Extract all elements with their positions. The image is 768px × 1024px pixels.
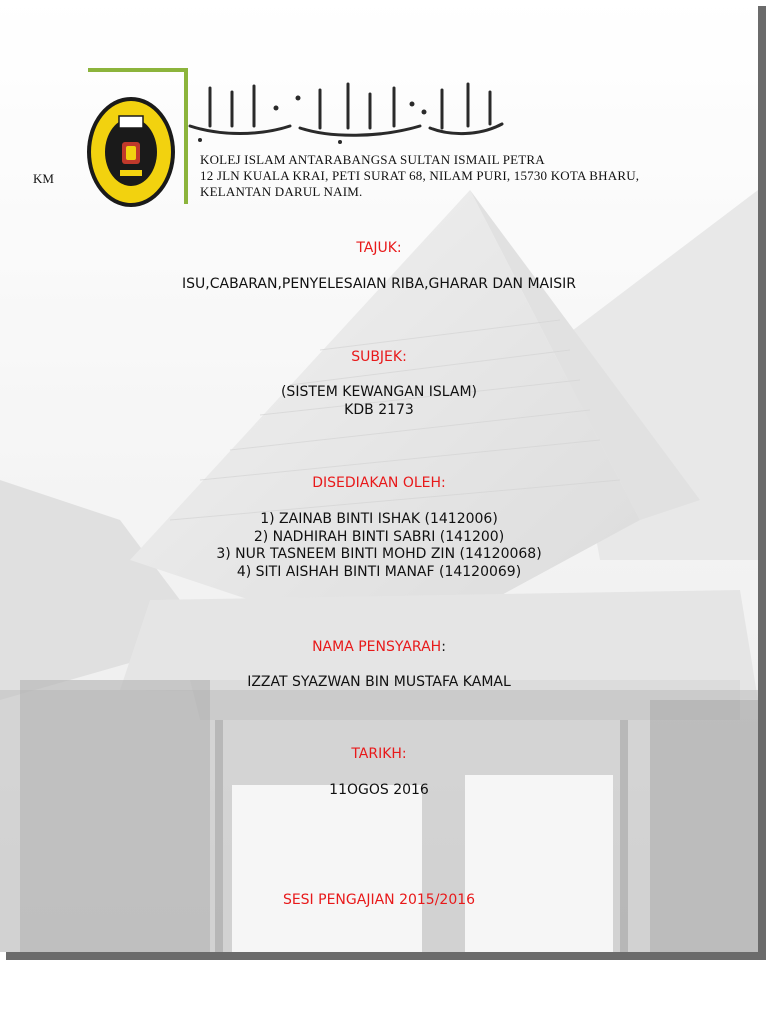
pensyarah-label: NAMA PENSYARAH <box>312 639 442 655</box>
page-shadow-right <box>758 6 766 960</box>
subjek-block <box>0 384 758 419</box>
subjek-line: (SISTEM KEWANGAN ISLAM) <box>280 384 478 400</box>
author-name: 1) ZAINAB BINTI ISHAK (1412006) <box>260 511 498 527</box>
author-name: 3) NUR TASNEEM BINTI MOHD ZIN (14120068) <box>216 546 542 562</box>
page-shadow-bottom <box>6 952 766 960</box>
tajuk-heading: TAJUK: <box>356 240 402 256</box>
date-value: 11OGOS 2016 <box>329 782 429 798</box>
college-logo <box>86 96 176 208</box>
disediakan-heading: DISEDIAKAN OLEH: <box>312 475 446 491</box>
tajuk-title: ISU,CABARAN,PENYELESAIAN RIBA,GHARAR DAN MAISIR <box>182 276 576 292</box>
green-frame-top <box>88 68 188 72</box>
address-line: KOLEJ ISLAM ANTARABANGSA SULTAN ISMAIL PETRA <box>200 152 545 167</box>
author-name: 2) NADHIRAH BINTI SABRI (141200) <box>253 528 505 545</box>
tarikh-heading: TARIKH: <box>351 746 407 762</box>
subjek-line: KDB 2173 <box>344 401 414 418</box>
pensyarah-colon: : <box>441 639 446 655</box>
author-list <box>0 511 758 581</box>
km-label: KM <box>33 171 54 186</box>
session-label: SESI PENGAJIAN 2015/2016 <box>282 892 476 908</box>
subjek-heading: SUBJEK: <box>351 349 407 365</box>
address-line: KELANTAN DARUL NAIM. <box>200 184 363 199</box>
author-name: 4) SITI AISHAH BINTI MANAF (14120069) <box>236 563 522 580</box>
college-address <box>200 152 639 200</box>
lecturer-name: IZZAT SYAZWAN BIN MUSTAFA KAMAL <box>247 674 511 690</box>
address-line: 12 JLN KUALA KRAI, PETI SURAT 68, NILAM PURI, 15730 KOTA BHARU, <box>200 168 640 183</box>
pensyarah-heading <box>0 639 758 655</box>
arabic-calligraphy-banner <box>180 78 510 146</box>
